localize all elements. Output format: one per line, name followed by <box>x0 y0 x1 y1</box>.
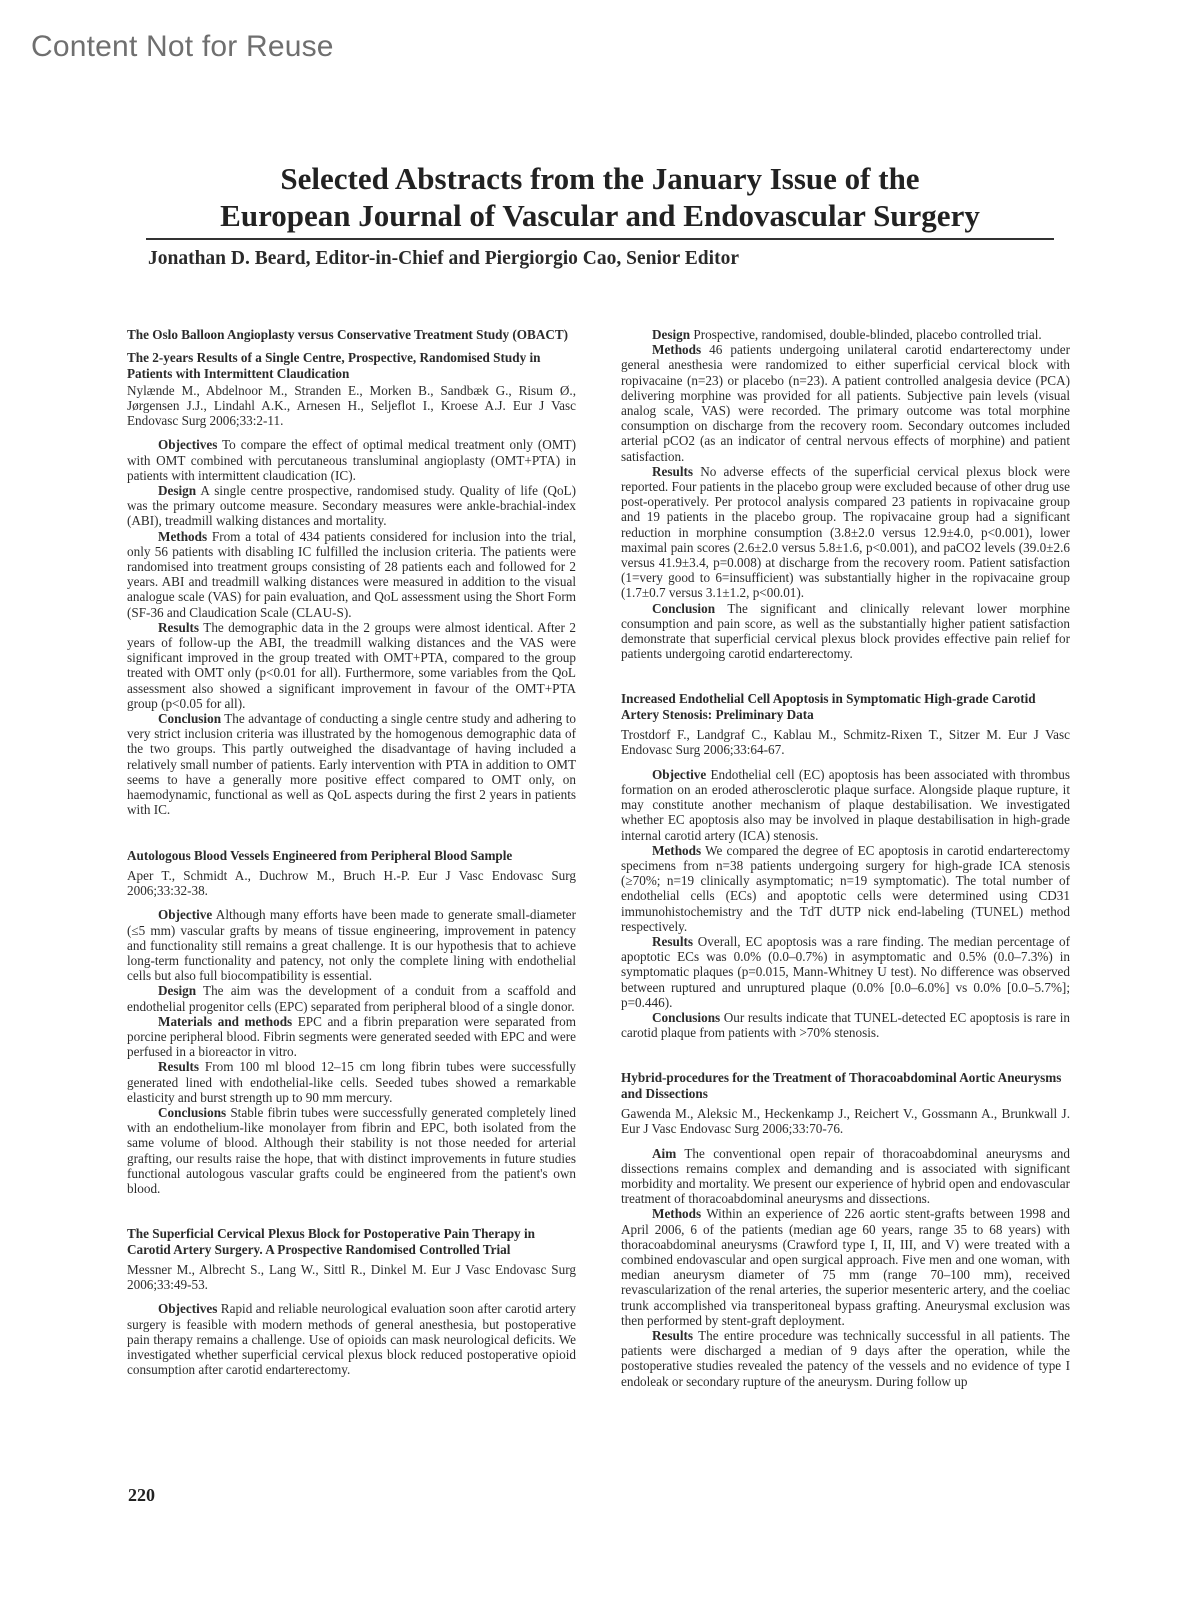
page-header <box>146 160 1054 270</box>
abstract-results: Results No adverse effects of the superficial cervical plexus block were reported. Four patients in the placebo group were excluded because of other drug use post-operatively. Per protocol analysis compared 23 patients in ropivacaine group and 19 patients in the placebo group. The ropivacaine group had a significant reduction in morphine consumption (3.8±2.0 versus 12.9±4.0, p<0.001), lower maximal pain scores (2.6±2.0 versus 5.8±1.6, p<0.001), and paCO2 levels (39.0±2.6 versus 41.9±3.4, p=0.008) at discharge from the recovery room. Patient satisfaction (1=very good to 6=insufficient) was substantially higher in the ropivacaine group (1.7±0.7 versus 3.1±1.2, p<00.01). <box>621 463 1070 601</box>
abstract-results: Results Overall, EC apoptosis was a rare finding. The median percentage of apoptotic ECs was 0.0% (0.0–0.7%) in asymptomatic and 0.5% (0.0–7.3%) in symptomatic plaques (p=0.015, Mann-Whitney U test). No difference was observed between ruptured and unruptured plaque (0.0% [0.0–6.0%] vs 0.0% [0.0–5.7%]; p=0.446). <box>621 933 1070 1010</box>
article-authors: Gawenda M., Aleksic M., Heckenkamp J., Reichert V., Gossmann A., Brunkwall J. Eur J Vasc Endovasc Surg 2006;33:70-76. <box>621 1106 1070 1137</box>
abstract-methods: Methods From a total of 434 patients considered for inclusion into the trial, only 56 patients with disabling IC fulfilled the inclusion criteria. The patients were randomised into treatment groups consisting of 28 patients each and followed for 2 years. ABI and treadmill walking distances were measured in addition to the visual analogue scale (VAS) for pain evaluation, and QoL assessment using the Short Form (SF-36 and Claudication Scale (CLAU-S). <box>127 528 576 620</box>
right-column <box>621 327 1070 1419</box>
abstract-design: Design A single centre prospective, randomised study. Quality of life (QoL) was the primary outcome measure. Secondary measures were ankle-brachial-index (ABI), treadmill walking distances and mortality. <box>127 483 576 529</box>
abstract-results: Results The entire procedure was technically successful in all patients. The patients were discharged a median of 9 days after the operation, while the postoperative studies revealed the patency of the vessels and no evidence of type I endoleak or secondary rupture of the aneurysm. During follow up <box>621 1328 1070 1389</box>
abstract-autologous-vessels <box>127 848 576 1197</box>
abstract-aim: Aim The conventional open repair of thoracoabdominal aneurysms and dissections remains complex and demanding and is associated with significant morbidity and mortality. We present our experience of hybrid open and endovascular treatment of thoracoabdominal aneurysms and dissections. <box>621 1145 1070 1207</box>
watermark-text: Content Not for Reuse <box>31 30 334 63</box>
title-line-2: European Journal of Vascular and Endovascular Surgery <box>220 198 980 233</box>
title-divider <box>146 238 1054 240</box>
abstract-results: Results From 100 ml blood 12–15 cm long fibrin tubes were successfully generated lined with endothelial-like cells. Seeded tubes showed a remarkable elasticity and burst strength up to 90 mm mercury. <box>127 1059 576 1105</box>
abstract-hybrid-procedures <box>621 1070 1070 1388</box>
abstract-cervical-plexus-block-continued <box>621 327 1070 661</box>
abstract-objective: Objective Endothelial cell (EC) apoptosis has been associated with thrombus formation on an eroded atherosclerotic plaque surface. Alongside plaque rupture, it may constitute another mechanism of plaque destabilisation. We investigated whether EC apoptosis also may be involved in plaque destabilisation in high-grade internal carotid artery (ICA) stenosis. <box>621 766 1070 843</box>
article-authors: Aper T., Schmidt A., Duchrow M., Bruch H.-P. Eur J Vasc Endovasc Surg 2006;33:32-38. <box>127 867 576 899</box>
abstract-design: Design Prospective, randomised, double-blinded, placebo controlled trial. <box>652 327 1042 342</box>
article-authors: Nylænde M., Abdelnoor M., Stranden E., Morken B., Sandbæk G., Risum Ø., Jørgensen J.J., Lindahl A.K., Arnesen H., Seljeflot I., Kroese A.J. Eur J Vasc Endovasc Surg 2006;33:2-11. <box>127 382 576 429</box>
article-title: The Superficial Cervical Plexus Block for Postoperative Pain Therapy in Carotid Artery Surgery. A Prospective Randomised Controlled Trial <box>127 1226 535 1257</box>
abstract-objectives: Objectives To compare the effect of optimal medical treatment only (OMT) with OMT combined with percutaneous transluminal angioplasty (OMT+PTA) in patients with intermittent claudication (IC). <box>127 437 576 483</box>
article-title: Hybrid-procedures for the Treatment of Thoracoabdominal Aortic Aneurysms and Dissections <box>621 1070 1062 1101</box>
abstract-conclusions: Conclusions Stable fibrin tubes were successfully generated completely lined with an endothelium-like monolayer from fibrin and EPC, both isolated from the same volume of blood. Although their stability is not those needed for arterial grafting, our results raise the hope, that with distinct improvements in future studies functional autologous vascular grafts could be engineered from the patient's own blood. <box>127 1104 576 1196</box>
article-title: Autologous Blood Vessels Engineered from Peripheral Blood Sample <box>127 847 513 863</box>
left-column <box>127 327 576 1407</box>
page-number: 220 <box>128 1485 155 1505</box>
abstract-materials-methods: Materials and methods EPC and a fibrin preparation were separated from porcine peripheral blood. Fibrin segments were generated seeded with EPC and were perfused in a bioreactor in vitro. <box>127 1013 576 1060</box>
abstract-objective: Objective Although many efforts have been made to generate small-diameter (≤5 mm) vascular grafts by means of tissue engineering, improvement in patency and functionality still remains a great challenge. It is our hypothesis that to achieve long-term functionality and patency, not only the complete lining with endothelial cells but also full biocompatibility is essential. <box>127 907 576 984</box>
article-authors: Messner M., Albrecht S., Lang W., Sittl R., Dinkel M. Eur J Vasc Endovasc Surg 2006;33:49-53. <box>127 1261 576 1293</box>
abstract-design: Design The aim was the development of a conduit from a scaffold and endothelial progenitor cells (EPC) separated from peripheral blood of a single donor. <box>127 983 576 1014</box>
title-line-1: Selected Abstracts from the January Issue of the <box>280 161 920 196</box>
abstract-conclusion: Conclusion The advantage of conducting a single centre study and adhering to very strict inclusion criteria was illustrated by the homogenous demographic data of the two groups. This partly outweighed the disadvantage of having included a relatively small number of patients. Early intervention with PTA in addition to OMT seems to have a generally more positive effect compared to OMT only, on haemodynamic, functional as well as QoL aspects during the first 2 years in patients with IC. <box>127 711 576 818</box>
article-title: Increased Endothelial Cell Apoptosis in Symptomatic High-grade Carotid Artery Stenosis: Preliminary Data <box>621 691 1036 722</box>
abstract-obact <box>127 327 576 818</box>
abstract-conclusion: Conclusion The significant and clinically relevant lower morphine consumption and pain score, as well as the substantially higher patient satisfaction demonstrate that superficial cervical plexus block provides effective pain relief for patients undergoing carotid endarterectomy. <box>621 600 1070 662</box>
abstract-methods: Methods 46 patients undergoing unilateral carotid endarterectomy under general anesthesia were randomized to either superficial cervical block with ropivacaine (n=23) or placebo (n=23). A patient controlled analgesia device (PCA) delivering morphine was provided for all patients. Subjective pain levels (visual analog scale, VAS) were recorded. The primary outcome was total morphine consumption on discharge from the recovery room. Secondary outcomes included arterial pCO2 (as an indicator of central nervous effects of morphine) and patient satisfaction. <box>621 342 1070 464</box>
page-title <box>146 160 1054 234</box>
article-title: The Oslo Balloon Angioplasty versus Conservative Treatment Study (OBACT) <box>127 327 569 342</box>
abstract-conclusions: Conclusions Our results indicate that TUNEL-detected EC apoptosis is rare in carotid plaque from patients with >70% stenosis. <box>621 1009 1070 1041</box>
abstract-methods: Methods We compared the degree of EC apoptosis in carotid endarterectomy specimens from n=38 patients undergoing surgery for high-grade ICA stenosis (≥70%; n=19 clinically asymptomatic; n=19 symptomatic). The total number of endothelial cells (ECs) and apoptotic cells were determined using CD31 immunohistochemistry and the TdT dUTP nick end-labeling (TUNEL) method respectively. <box>621 842 1070 934</box>
article-subtitle: The 2-years Results of a Single Centre, Prospective, Randomised Study in Patients with Intermittent Claudication <box>127 350 541 381</box>
editors-line: Jonathan D. Beard, Editor-in-Chief and Piergiorgio Cao, Senior Editor <box>148 248 739 269</box>
abstract-results: Results The demographic data in the 2 groups were almost identical. After 2 years of follow-up the ABI, the treadmill walking distances and the VAS were significant improved in the group treated with OMT+PTA, compared to the group treated with OMT only (p<0.01 for all). Furthermore, some variables from the QoL assessment also showed a significant improvement in favour of the OMT+PTA group (p<0.05 for all). <box>127 619 576 711</box>
article-authors: Trostdorf F., Landgraf C., Kablau M., Schmitz-Rixen T., Sitzer M. Eur J Vasc Endovasc Surg 2006;33:64-67. <box>621 727 1070 758</box>
abstract-cervical-plexus-block <box>127 1226 576 1377</box>
abstract-endothelial-apoptosis <box>621 691 1070 1040</box>
abstract-objectives: Objectives Rapid and reliable neurological evaluation soon after carotid artery surgery is feasible with modern methods of general anesthesia, but postoperative pain therapy remains a challenge. Use of opioids can mask neurological deficits. We investigated whether superficial cervical plexus block reduced postoperative opioid consumption after carotid endarterectomy. <box>127 1301 576 1378</box>
abstract-methods: Methods Within an experience of 226 aortic stent-grafts between 1998 and April 2006, 6 of the patients (median age 60 years, range 35 to 68 years) with thoracoabdominal aneurysms (Crawford type I, II, III, and V) were treated with a combined endovascular and open surgical approach. Five men and one woman, with median aneurysm diameter of 75 mm (range 70–100 mm), received revascularization of the renal arteries, the superior mesenteric artery, and the coeliac trunk accomplished via transperitoneal bypass grafting. Aneurysmal exclusion was then performed by stent-graft deployment. <box>621 1206 1070 1328</box>
